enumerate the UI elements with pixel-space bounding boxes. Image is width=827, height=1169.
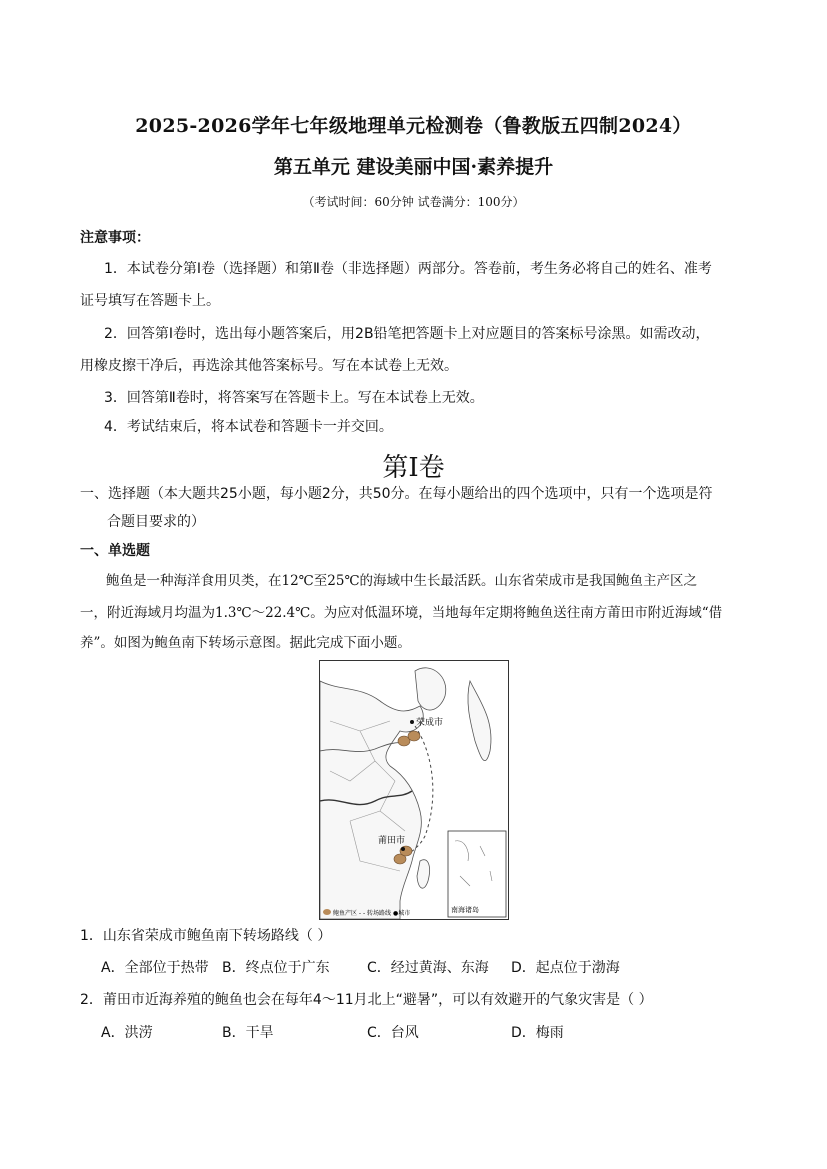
question-2-stem: 2．莆田市近海养殖的鲍鱼也会在每年4～11月北上“避暑”，可以有效避开的气象灾害是（ ） (80, 992, 653, 1008)
note-line: 用橡皮擦干净后，再选涂其他答案标号。写在本试卷上无效。 (80, 358, 458, 374)
inset-label: 南海诸岛 (451, 906, 479, 914)
label-putian: 莆田市 (378, 836, 406, 846)
city-dot (410, 720, 414, 724)
q1-option-a[interactable]: A．全部位于热带 (101, 960, 209, 976)
legend-abalone-icon (323, 909, 331, 915)
section-heading: 一、选择题（本大题共25小题，每小题2分，共50分。在每小题给出的四个选项中，只有一个选项是符 (80, 486, 713, 502)
unit-title: 第五单元 建设美丽中国·素养提升 (273, 156, 554, 178)
volume-title: 第Ⅰ卷 (382, 453, 445, 483)
q1-option-b[interactable]: B．终点位于广东 (222, 960, 330, 976)
map-legend: 鲍鱼产区 - - 转场路线 ●城市 (333, 910, 411, 917)
q1-option-d[interactable]: D．起点位于渤海 (511, 960, 620, 976)
section-heading-cont: 合题目要求的） (107, 514, 205, 530)
note-line: 1．本试卷分第Ⅰ卷（选择题）和第Ⅱ卷（非选择题）两部分。答卷前，考生务必将自己的姓名、准考 (104, 261, 712, 277)
q2-option-d[interactable]: D．梅雨 (511, 1025, 564, 1041)
exam-info: （考试时间：60分钟 试卷满分：100分） (302, 195, 525, 209)
abalone-transfer-map (319, 660, 509, 920)
section-subheading: 一、单选题 (80, 543, 150, 559)
peninsula-shape (415, 668, 446, 710)
q2-option-b[interactable]: B．干旱 (222, 1025, 274, 1041)
japan-islands-shape (468, 681, 491, 761)
exam-title: 2025-2026学年七年级地理单元检测卷（鲁教版五四制2024） (135, 115, 692, 137)
question-1-stem: 1．山东省荣成市鲍鱼南下转场路线（ ） (80, 928, 332, 944)
abalone-area-north-icon (408, 731, 420, 741)
note-line: 证号填写在答题卡上。 (80, 293, 220, 309)
note-line: 2．回答第Ⅰ卷时，选出每小题答案后，用2B铅笔把答题卡上对应题目的答案标号涂黑。如需改动， (104, 326, 710, 342)
note-line: 3．回答第Ⅱ卷时，将答案写在答题卡上。写在本试卷上无效。 (104, 390, 484, 406)
taiwan-shape (417, 860, 430, 888)
q2-option-c[interactable]: C．台风 (367, 1025, 419, 1041)
note-line: 4．考试结束后，将本试卷和答题卡一并交回。 (104, 419, 393, 435)
passage-line: 一，附近海域月均温为1.3℃～22.4℃。为应对低温环境，当地每年定期将鲍鱼送往南方莆田市附近海域“借 (80, 605, 723, 621)
passage-line: 鲍鱼是一种海洋食用贝类，在12℃至25℃的海域中生长最活跃。山东省荣成市是我国鲍鱼主产区之 (106, 573, 698, 589)
map-drawing (320, 661, 508, 919)
label-rongcheng: 荣成市 (416, 718, 444, 728)
notes-heading: 注意事项： (80, 230, 150, 246)
q2-option-a[interactable]: A．洪涝 (101, 1025, 153, 1041)
city-dot (401, 847, 405, 851)
passage-line: 养”。如图为鲍鱼南下转场示意图。据此完成下面小题。 (80, 635, 411, 651)
south-china-sea-inset (448, 831, 506, 917)
q1-option-c[interactable]: C．经过黄海、东海 (367, 960, 489, 976)
